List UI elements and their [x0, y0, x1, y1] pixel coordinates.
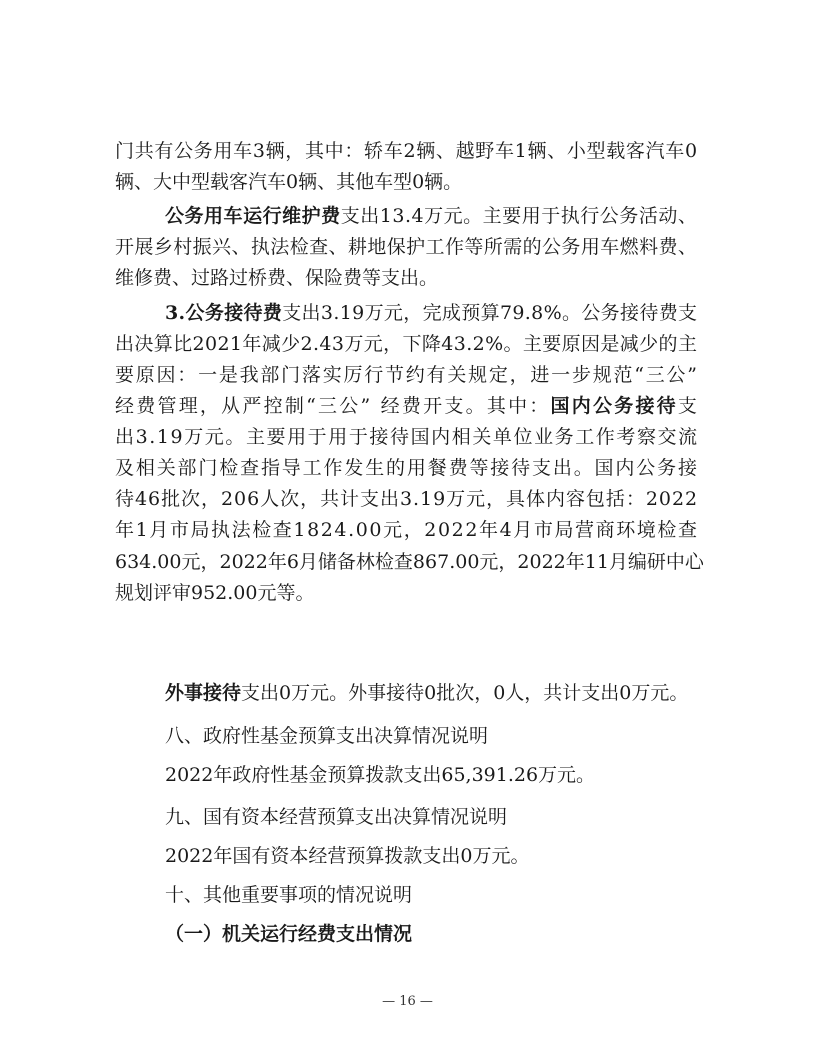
text-run: 634.00元，2022年6月储备林检查867.00元，2022年11月编研中心	[115, 551, 704, 573]
bold-text-run: 外事接待	[165, 682, 242, 704]
text-run: 开展乡村振兴、执法检查、耕地保护工作等所需的公务用车燃料费、	[115, 236, 698, 258]
text-run: 九、国有资本经营预算支出决算情况说明	[165, 806, 508, 828]
text-run: 支出3.19万元，完成预算79.8%。公务接待费支	[282, 302, 698, 324]
text-run: 出决算比2021年减少2.43万元，下降43.2%。主要原因是减少的主	[115, 333, 698, 355]
text-run: 出3.19万元。主要用于用于接待国内相关单位业务工作考察交流	[115, 426, 699, 448]
text-run: 及相关部门检查指导工作发生的用餐费等接待支出。国内公务接	[115, 457, 699, 479]
bold-text-run: 3.公务接待费	[165, 302, 283, 324]
text-run: 支出13.4万元。主要用于执行公务活动、	[340, 205, 698, 227]
text-run: 十、其他重要事项的情况说明	[165, 884, 413, 906]
text-run: 辆、大中型载客汽车0辆、其他车型0辆。	[115, 171, 463, 193]
text-line	[165, 806, 507, 828]
text-line	[115, 488, 698, 510]
text-line	[115, 267, 438, 289]
text-line	[115, 395, 699, 417]
text-run: 规划评审952.00元等。	[115, 582, 315, 604]
text-line	[115, 333, 697, 355]
text-line	[165, 884, 412, 906]
text-line	[165, 845, 529, 867]
text-run: 待46批次，206人次，共计支出3.19万元，具体内容包括：2022	[115, 488, 699, 510]
page-number: — 16 —	[382, 994, 433, 1009]
text-run: 支出0万元。外事接待0批次，0人，共计支出0万元。	[241, 682, 689, 704]
text-line	[165, 923, 412, 945]
bold-text-run: （一）机关运行经费支出情况	[165, 923, 413, 945]
text-line	[115, 426, 699, 448]
text-run: 维修费、过路过桥费、保险费等支出。	[115, 267, 439, 289]
text-run: 2022年国有资本经营预算拨款支出0万元。	[165, 845, 530, 867]
text-line	[165, 205, 697, 227]
text-line	[115, 364, 699, 386]
text-run: 要原因：一是我部门落实厉行节约有关规定，进一步规范“三公”	[115, 364, 699, 386]
text-line	[115, 171, 462, 193]
text-line	[115, 457, 699, 479]
text-run: 经费管理，从严控制“三公” 经费开支。其中：	[115, 395, 551, 417]
text-line	[115, 140, 698, 162]
text-run: 支	[677, 395, 700, 417]
text-line	[115, 236, 697, 258]
text-line	[165, 764, 595, 786]
text-run: 年1月市局执法检查1824.00元，2022年4月市局营商环境检查	[115, 519, 699, 541]
bold-text-run: 国内公务接待	[550, 395, 678, 417]
text-line	[165, 682, 688, 704]
text-line	[115, 582, 314, 604]
bold-text-run: 公务用车运行维护费	[165, 205, 341, 227]
text-line	[165, 725, 488, 747]
text-run: 2022年政府性基金预算拨款支出65,391.26万元。	[165, 764, 596, 786]
text-run: 八、政府性基金预算支出决算情况说明	[165, 725, 489, 747]
text-run: 门共有公务用车3辆，其中：轿车2辆、越野车1辆、小型载客汽车0	[115, 140, 698, 162]
text-line	[115, 551, 704, 573]
text-line	[115, 519, 699, 541]
text-line	[165, 302, 697, 324]
